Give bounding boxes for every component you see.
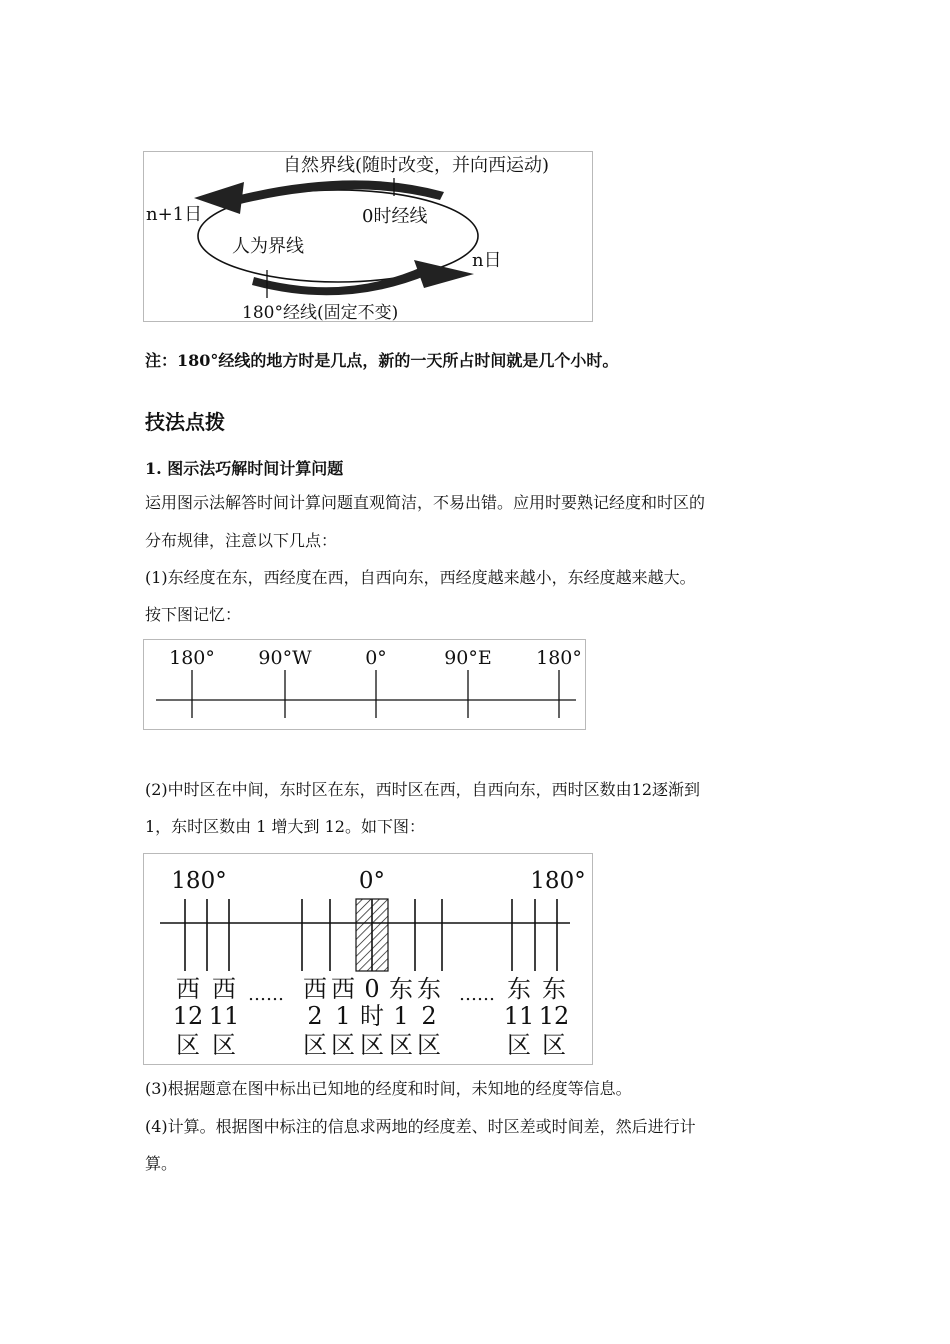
zone-e2-num: 2	[421, 1002, 437, 1030]
label-90e: 90°E	[444, 647, 492, 669]
zone-w12-num: 12	[172, 1002, 204, 1030]
dots-right: ……	[459, 984, 495, 1005]
intro-line-1: 运用图示法解答时间计算问题直观简洁，不易出错。应用时要熟记经度和时区的	[145, 493, 706, 512]
label-180-west: 180°	[169, 647, 215, 669]
zone-w2-num: 2	[307, 1002, 323, 1030]
zone-e11-dir: 东	[507, 975, 531, 1003]
top-label-180-left: 180°	[171, 868, 227, 894]
zone-w1-num: 1	[335, 1002, 351, 1030]
label-180-east: 180°	[536, 647, 582, 669]
n-day-label: n日	[472, 250, 502, 271]
zone-e11-suffix: 区	[507, 1031, 531, 1059]
eastward-arrow-arc	[252, 266, 430, 295]
point-1-line-2: 按下图记忆：	[145, 605, 242, 624]
top-label-180-right: 180°	[530, 868, 586, 894]
label-0: 0°	[365, 647, 387, 669]
point-1-line-1: (1)东经度在东，西经度在西，自西向东，西经度越来越小，东经度越来越大。	[145, 568, 696, 587]
zone-labels	[173, 975, 570, 1059]
zone-0-dir: 0	[364, 975, 380, 1003]
note-text: 注：180°经线的地方时是几点，新的一天所占时间就是几个小时。	[145, 351, 619, 370]
point-4-line-2: 算。	[145, 1154, 178, 1173]
zone-w11-suffix: 区	[212, 1031, 236, 1059]
eastward-arrowhead	[414, 260, 474, 288]
zone-w11-dir: 西	[212, 975, 236, 1003]
artificial-boundary-label: 人为界线	[232, 236, 304, 257]
longitude-diagram-svg	[144, 640, 585, 729]
zone-w1-suffix: 区	[331, 1031, 355, 1059]
zone-w2-suffix: 区	[303, 1031, 327, 1059]
zero-hour-meridian-label: 0时经线	[362, 206, 428, 227]
time-zone-diagram	[143, 853, 593, 1065]
zone-e1-suffix: 区	[389, 1031, 413, 1059]
zone-w12-dir: 西	[176, 975, 200, 1003]
zone-e2-suffix: 区	[417, 1031, 441, 1059]
section-heading: 技法点拨	[145, 410, 225, 434]
point-4-line-1: (4)计算。根据图中标注的信息求两地的经度差、时区差或时间差，然后进行计	[145, 1117, 696, 1136]
point-3: (3)根据题意在图中标出已知地的经度和时间，未知地的经度等信息。	[145, 1079, 632, 1098]
zone-e12-suffix: 区	[542, 1031, 566, 1059]
longitude-diagram	[143, 639, 586, 730]
meridian-180-label: 180°经线(固定不变)	[242, 303, 399, 321]
zone-e12-dir: 东	[542, 975, 566, 1003]
zone-e1-dir: 东	[389, 975, 413, 1003]
zone-0-suffix: 区	[360, 1031, 384, 1059]
time-zone-diagram-svg	[144, 854, 592, 1064]
natural-boundary-label: 自然界线(随时改变，并向西运动)	[283, 155, 550, 176]
zone-0-num: 时	[360, 1002, 384, 1030]
top-label-0: 0°	[358, 868, 386, 894]
zone-w2-dir: 西	[303, 975, 327, 1003]
intro-line-2: 分布规律，注意以下几点：	[145, 531, 338, 550]
zone-e11-num: 11	[503, 1002, 535, 1030]
westward-arrow-arc	[236, 180, 444, 204]
point-2-line-2: 1，东时区数由 1 增大到 12。如下图：	[145, 817, 425, 836]
label-90w: 90°W	[258, 647, 312, 669]
zone-e2-dir: 东	[417, 975, 441, 1003]
point-2-line-1: (2)中时区在中间，东时区在东，西时区在西，自西向东，西时区数由12逐渐到	[145, 780, 701, 799]
date-line-diagram	[143, 151, 593, 322]
zone-e1-num: 1	[393, 1002, 409, 1030]
zone-w1-dir: 西	[331, 975, 355, 1003]
dots-left: ……	[248, 984, 284, 1005]
n-plus-1-day-label: n+1日	[146, 204, 203, 225]
date-line-diagram-svg	[144, 152, 592, 321]
subheading: 1. 图示法巧解时间计算问题	[145, 459, 344, 478]
zone-w11-num: 11	[208, 1002, 240, 1030]
zone-w12-suffix: 区	[176, 1031, 200, 1059]
zone-e12-num: 12	[538, 1002, 570, 1030]
